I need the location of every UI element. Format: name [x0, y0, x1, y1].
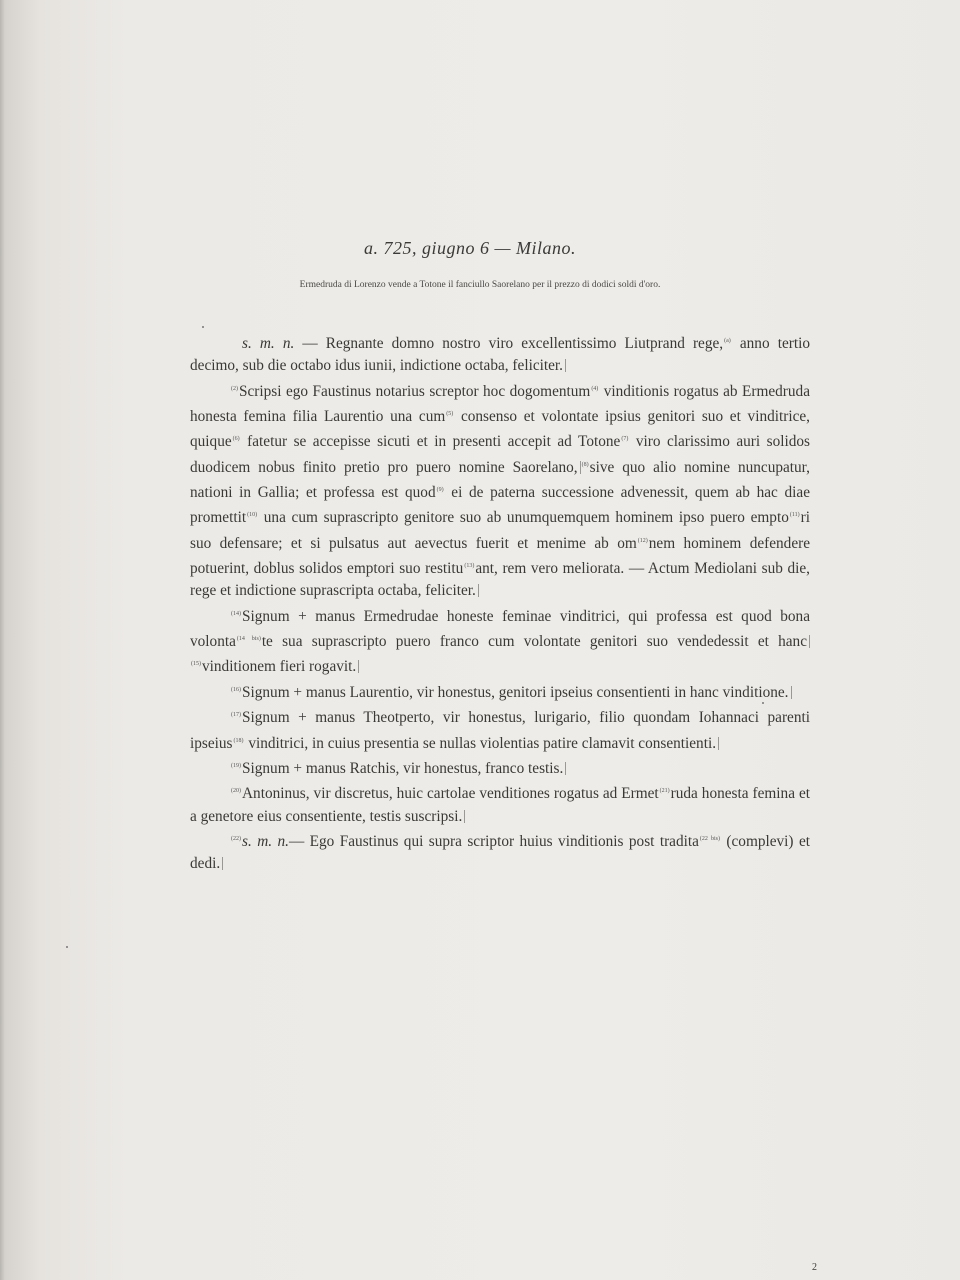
footnote-marker: (12) [637, 537, 648, 544]
charter-paragraph: $^{(22)}$s. m. n.— Ego Faustinus qui supra scriptor huius vinditionis post tradita$^{(22 bis)}$ (complevi) et dedi. [190, 832, 810, 873]
footnote-marker: (19) [231, 762, 241, 769]
line-break-marker [565, 359, 566, 372]
paper-speck [762, 702, 764, 704]
line-break-marker [464, 810, 465, 823]
footnote-marker: (20) [231, 788, 241, 795]
document-title: a. 725, giugno 6 — Milano. [363, 238, 576, 258]
footnote-marker: (8) [581, 461, 589, 468]
footnote-marker: (2) [231, 385, 238, 392]
line-break-marker [565, 762, 566, 775]
footnote-marker: (11) [789, 512, 800, 519]
footnote-marker: (22) [231, 835, 241, 842]
footnote-marker: (a) [724, 338, 731, 344]
footnote-marker: (5) [446, 411, 454, 418]
footnote-marker: (13) [464, 563, 475, 570]
footnote-marker: (18) [233, 737, 244, 744]
document-summary: Ermedruda di Lorenzo vende a Totone il fanciullo Saorelano per il prezzo di dodici soldi d'oro. [299, 280, 661, 290]
charter-paragraph: $^{(14)}$Signum + manus Ermedrudae honeste feminae vinditrici, qui professa est quod bona volonta$^{(14 bis)}$te sua suprascripto puero franco cum volontate genitori suo vendedessit et hanc$^{(15)}$vinditionem fieri rogavit. [190, 607, 810, 676]
footnote-marker: (14 bis) [236, 636, 261, 643]
charter-text [190, 330, 810, 876]
footnote-marker: (21) [659, 788, 670, 795]
charter-paragraph: $^{(20)}$Antoninus, vir discretus, huic cartolae venditiones rogatus ad Ermet$^{(21)}$ruda honesta femina et a genetore eius consentiente, testis suscripsi. [190, 785, 810, 825]
line-break-marker [358, 660, 359, 673]
line-break-marker [222, 857, 223, 870]
charter-paragraph: $^{(2)}$Scripsi ego Faustinus notarius screptor hoc dogomentum$^{(4)}$ vinditionis rogatus ab Ermedruda honesta femina filia Laurentio una cum$^{(5)}$ consenso et volontate ipsius genitori suo et vinditrice, quique$^{(6)}$ fatetur se accepisse sicuti et in presenti accepit ad Totone$^{(7)}$ viro clarissimo auri solidos duodicem nobus finito pretio pro puero nomine Saorelano, $^{(8)}$sive quo alio nomine nuncupatur, nationi in Gallia; et professa est quod$^{(9)}$ ei de paterna successione advenessit, quem ab hac diae promettit$^{(10)}$ una cum suprascripto genitore suo ab unumquemquem hominem ipso puero empto$^{(11)}$ri suo defensare; et si pulsatus aut aevectus fuerit et menime ab $om^{(12)}nem$ hominem defendere potuerint, doblus solidos emptori suo restitu$^{(13)}$ant, rem vero meliorata. — Actum Mediolani sub die, rege et indictione suprascripta octaba, feliciter. [190, 382, 811, 600]
line-break-marker [791, 686, 792, 699]
charter-paragraph: s. m. n. — Regnante domno nostro viro excellentissimo Liutprand rege,$^{(a)}$ anno tertio decimo, sub die octabo idus iunii, indictione octaba, feliciter. [190, 335, 810, 375]
footnote-marker: (9) [436, 487, 444, 494]
paper-speck [66, 946, 68, 948]
paper-speck [202, 326, 204, 328]
footnote-marker: (4) [591, 385, 599, 392]
footnote-marker: (22 bis) [699, 835, 720, 842]
charter-paragraph: $^{(17)}$Signum + manus Theotperto, vir honestus, lurigario, filio quondam Iohannaci parenti ipseius$^{(18)}$ vinditrici, in cuius presentia se nullas violentias patire clamavit consentienti. [190, 709, 810, 752]
footnote-marker: (7) [621, 436, 629, 443]
charter-paragraph: $^{(19)}$Signum + manus Ratchis, vir honestus, franco testis. [190, 755, 810, 780]
line-break-marker [809, 635, 810, 648]
footnote-marker: (6) [232, 436, 240, 443]
signum-manus-notarii: s. m. n. [242, 335, 295, 352]
line-break-marker [580, 461, 581, 474]
signum-manus-notarii: s. m. n. [242, 832, 289, 850]
charter-paragraph: $^{(16)}$Signum + manus Laurentio, vir honestus, genitori ipseius consentienti in hanc vinditione. [190, 679, 810, 704]
footnote-marker: (15) [191, 661, 201, 668]
line-break-marker [718, 737, 719, 750]
footnote-marker: (14) [231, 610, 241, 617]
footnote-marker: (17) [231, 712, 241, 719]
footnote-marker: (16) [231, 686, 241, 693]
page-edge [0, 0, 4, 1280]
line-break-marker [478, 584, 479, 597]
page-number: 2 [812, 1262, 817, 1273]
footnote-marker: (10) [247, 512, 258, 519]
